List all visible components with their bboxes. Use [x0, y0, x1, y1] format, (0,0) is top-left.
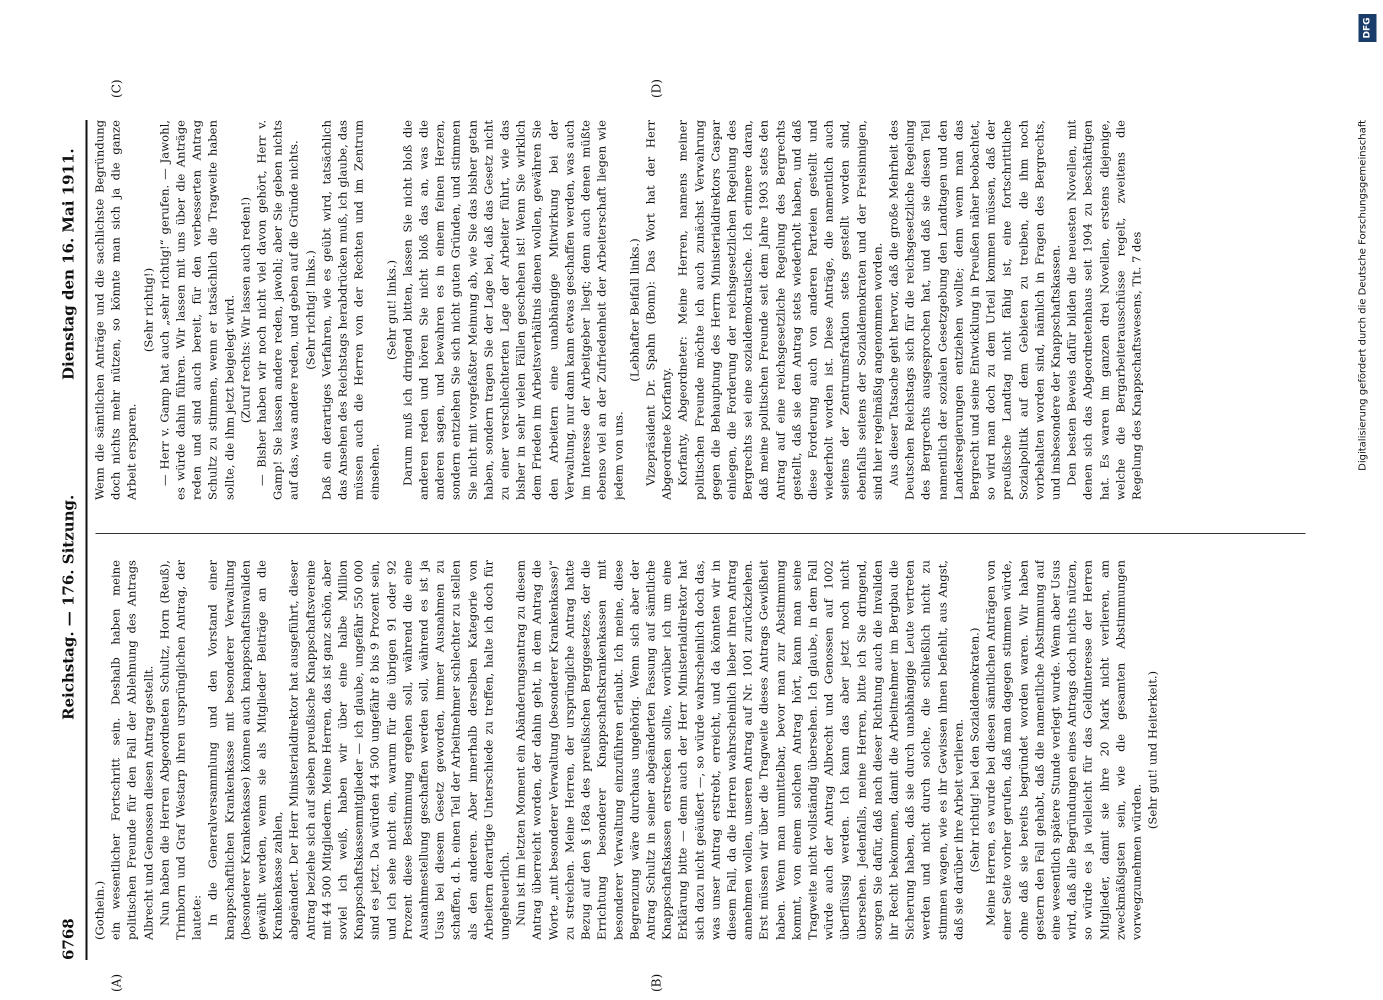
margin-mark-d: (D): [649, 79, 664, 98]
left-column: [92, 560, 1312, 940]
paragraph: Den besten Beweis dafür bilden die neuesten Novellen, mit denen sich das Abgeordnetenhaus seit 1904 zu beschäftigen hat. Es waren im ganzen drei Novellen, erstens diejenige, welche die Bergarbeiterausschüsse regelt, zweitens die Regelung des Knappschaftswesens, Tit. 7 des: [1064, 120, 1144, 500]
interjection: (Zuruf rechts: Wir lassen auch reden!): [238, 196, 253, 424]
interjection: (Sehr gut! und Heiterkeit.): [1145, 670, 1160, 830]
page-header: [60, 120, 82, 960]
session-date: Dienstag den 16. Mai 1911.: [59, 148, 78, 380]
session-title: Reichstag. — 176. Sitzung.: [59, 494, 78, 720]
margin-mark-b: (B): [649, 973, 664, 992]
interjection: (Lebhafter Beifall links.): [627, 238, 642, 382]
paragraph: Darum muß ich dringend bitten, lassen Sie nicht bloß die anderen reden und hören Sie nicht bloß das an, was die anderen sagen, und bewahren es in einem feinen Herzen, sondern entziehen Sie sich nicht guten Gründen, und stimmen Sie nicht mit vorgefaßter Meinung ab, wie Sie das bisher getan haben, sondern tragen Sie der Lage bei, daß das Gesetz nicht zu einer verschlechterten Lage der Arbeiter führt, wie das bisher in sehr vielen Fällen geschehen ist! Wenn Sie wirklich dem Frieden im Arbeitsverhältnis dienen wollen, gewähren Sie den Arbeitern eine unabhängige Mitwirkung bei der Verwaltung, nur dann kann etwas geschaffen werden, was auch im Interesse der Arbeitgeber liegt; denn auch denen müßte ebenso viel an der Zufriedenheit der Arbeiterschaft liegen wie jedem von uns.: [400, 120, 625, 500]
right-column: [92, 120, 1312, 500]
speaker-announcement: Vizepräsident Dr. Spahn (Bonn): Das Wort hat der Herr Abgeordnete Korfanty.: [643, 120, 674, 500]
dfg-logo: DFG: [1359, 14, 1377, 42]
interjection: (Sehr gut! links.): [384, 260, 399, 360]
interjection: (Sehr richtig! bei den Sozialdemokraten.): [967, 627, 982, 873]
margin-mark-a: (A): [109, 973, 124, 992]
paragraph: Meine Herren, es wurde bei diesen sämtlichen Anträgen von einer Seite vorher gerufen, daß man dagegen stimmen würde, ohne daß sie bereits begründet worden waren. Wir haben gestern den Fall gehabt, daß die namentliche Abstimmung auf eine wesentlich spätere Stunde verlegt wurde. Wenn aber Usus wird, daß alle Begründungen eines Antrags doch nichts nützen, so würde es ja vielleicht für das Geldinteresse der Herren Mitglieder, damit sie ihre 20 Mark nicht verlieren, am zweckmäßigsten sein, wie die gesamten Abstimmungen vorwegzunehmen würden.: [983, 560, 1144, 940]
paragraph: abgeändert. Der Herr Ministerialdirektor hat ausgeführt, dieser Antrag beziehe sich auf sieben preußische Knappschaftsvereine mit 44 500 Mitgliedern. Meine Herren, das ist ganz schön, aber soviel ich weiß, haben wir über eine halbe Million Knappschaftskassenmitglieder — ich glaube, ungefähr 550 000 sind es jetzt. Da würden 44 500 ungefähr 8 bis 9 Prozent sein, und ich sehe nicht ein, warum für die übrigen 91 oder 92 Prozent diese Bestimmung ergehen soll, während die eine Ausnahmestellung geschaffen werden soll, während es ist ja Usus bei diesem Gesetz geworden, immer Ausnahmen zu schaffen, d. h. einen Teil der Arbeitnehmer schlechter zu stellen als den anderen. Aber innerhalb derselben Kategorie von Arbeitern derartige Unterschiede zu treffen, halte ich doch für ungeheuerlich.: [286, 560, 512, 940]
paragraph: Wenn die sämtlichen Anträge und die sachlichste Begründung doch nichts mehr nützen, so könnte man sich ja die ganze Arbeit ersparen.: [92, 120, 139, 500]
interjection: (Sehr richtig!): [141, 267, 156, 353]
header-rule: [86, 120, 88, 960]
quoted-motion: In die Generalversammlung und den Vorstand einer knappschaftlichen Krankenkasse mit besonderer Verwaltung (besonderer Krankenkasse) können auch knappschaftsinvaliden gewählt werden, wenn sie als Mitglieder Beiträge an die Krankenkasse zahlen,: [205, 560, 285, 940]
digitization-credit: Digitalisierung gefördert durch die Deutsche Forschungsgemeinschaft: [1357, 120, 1369, 471]
paragraph: Aus dieser Tatsache geht hervor, daß die große Mehrheit des Deutschen Reichstags sich für die reichsgesetzliche Regelung des Bergrechts ausgesprochen hat, und daß sie diesen Teil namentlich der sozialen Gesetzgebung den Landtagen und den Landesregierungen entziehen wollte; denn wenn man das Bergrecht und seine Entwicklung in Preußen näher beobachtet, so wird man doch zu dem Urteil kommen müssen, daß der preußische Landtag nicht fähig ist, eine fortschrittliche Sozialpolitik auf dem Gebieten zu treiben, die ihm noch vorbehalten worden sind, nämlich in Fragen des Bergrechts, und insbesondere der Knappschaftskassen.: [886, 120, 1063, 500]
paragraph: Nun ist im letzten Moment ein Abänderungsantrag zu diesem Antrag überreicht worden, der dahin geht, in dem Antrag die Worte „mit besonderer Verwaltung (besonderer Krankenkasse)“ zu streichen. Meine Herren, der ursprüngliche Antrag hatte Bezug auf den § 168a des preußischen Berggesetzes, der die Errichtung besonderer Knappschaftskrankenkassen mit besonderer Verwaltung einzuführen erlaubt. Ich meine, diese Begrenzung wäre durchaus ungehörig. Wenn sich aber der Antrag Schultz in seiner abgeänderten Fassung auf sämtliche Knappschaftskassen erstrecken sollte, worüber ich um eine Erklärung bitte — denn auch der Herr Ministerialdirektor hat sich dazu nicht geäußert —, so würde wahrscheinlich doch das, was unser Antrag erstrebt, erreicht, und da könnten wir in diesem Fall, da die Herren wahrscheinlich lieber ihren Antrag annehmen wollen, unseren Antrag auf Nr. 1001 zurückziehen. Erst müssen wir über die Tragweite dieses Antrags Gewißheit haben. Wenn man unmittelbar, bevor man zur Abstimmung kommt, von einem solchen Antrag hört, kann man seine Tragweite nicht vollständig übersehen. Ich glaube, in dem Fall würde auch der Antrag Albrecht und Genossen auf 1002 überflüssig werden. Ich kann das aber jetzt noch nicht übersehen. Jedenfalls, meine Herren, bitte ich Sie dringend, sorgen Sie dafür, daß nach dieser Richtung auch die Invaliden ihr Recht bekommen, damit die Arbeitnehmer im Bergbau die Sicherung haben, daß sie durch unabhängige Leute vertreten werden und nicht durch solche, die schließlich nicht zu stimmen wagen, wie es ihr Gewissen ihnen befiehlt, aus Angst, daß sie darüber ihre Arbeit verlieren.: [513, 560, 966, 940]
paragraph: Korfanty, Abgeordneter: Meine Herren, namens meiner politischen Freunde möchte ich auch zunächst Verwahrung gegen die Behauptung des Herrn Ministerialdirektors Caspar einlegen, die Forderung der reichsgesetzlichen Regelung des Bergrechts sei eine sozialdemokratische. Ich erinnere daran, daß meine politischen Freunde seit dem Jahre 1903 stets den Antrag auf eine reichsgesetzliche Regelung des Bergrechts gestellt, daß sie den Antrag stets wiederholt haben, und daß diese Forderung auch von anderen Parteien gestellt und wiederholt worden ist. Diese Anträge, die namentlich auch seitens der Zentrumsfraktion stets gestellt worden sind, ebenfalls seitens der Sozialdemokraten und der Freisinnigen, sind hier regelmäßig angenommen worden.: [675, 120, 885, 500]
paragraph: — Bisher haben wir noch nicht viel davon gehört, Herr v. Gamp! Sie lassen andere reden, jawohl; aber Sie geben nichts auf das, was andere reden, und geben auf die Gründe nichts.: [254, 120, 301, 500]
interjection: (Sehr richtig! links.): [303, 250, 318, 370]
paragraph: Nun haben die Herren Abgeordneten Schultz, Horn (Reuß), Trimborn und Graf Westarp ihren ursprünglichen Antrag, der lautete:: [157, 560, 204, 940]
page-number: 6768: [59, 918, 78, 960]
column-divider: [96, 533, 1306, 534]
margin-mark-c: (C): [109, 79, 124, 98]
paragraph: ein wesentlicher Fortschritt sein. Deshalb haben meine politischen Freunde für den Fall der Ablehnung des Antrags Albrecht und Genossen diesen Antrag gestellt.: [108, 560, 156, 940]
paragraph: Daß ein derartiges Verfahren, wie es geübt wird, tatsächlich das Ansehen des Reichstags herabdrücken muß, ich glaube, das müssen auch die Herren von der Rechten und im Zentrum einsehen.: [319, 120, 382, 500]
speaker-tag: (Gothein.): [92, 880, 107, 940]
paragraph: — Herr v. Gamp hat auch „sehr richtig!“ gerufen. — Jawohl, es würde dahin führen. Wir lassen mit uns über die Anträge reden und sind auch bereit, für den verbesserten Antrag Schultz zu stimmen, wenn er tatsächlich die Tragweite haben sollte, die ihm jetzt beigelegt wird.: [157, 120, 237, 500]
